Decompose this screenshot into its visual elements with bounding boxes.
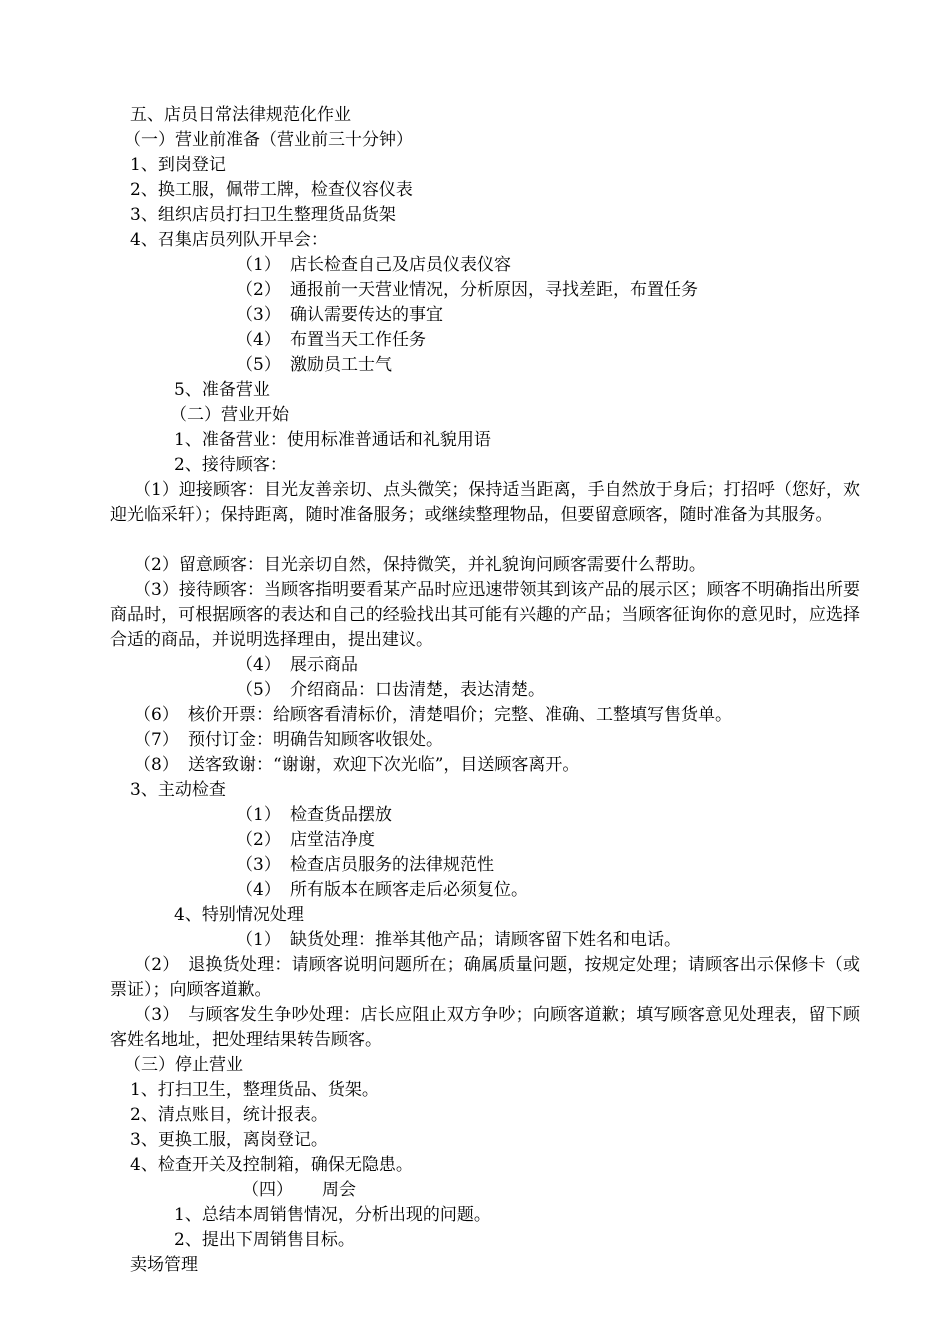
item-text: 确认需要传达的事宜 [290, 305, 443, 325]
paragraph: （1）迎接顾客：目光友善亲切、点头微笑；保持适当距离，手自然放于身后；打招呼（您好，欢迎光临采轩）；保持距离，随时准备服务；或继续整理物品，但要留意顾客，随时准备为其服务。 [110, 480, 860, 525]
list-item: 5、准备营业 [174, 380, 270, 400]
item-number: （6） [134, 705, 179, 725]
item-text: 检查店员服务的法律规范性 [290, 855, 494, 875]
list-item [236, 303, 443, 328]
item-number: （5） [236, 680, 281, 700]
item-text: 所有版本在顾客走后必须复位。 [290, 880, 528, 900]
list-item [134, 728, 443, 753]
section-heading: 五、店员日常法律规范化作业 [130, 105, 351, 125]
item-text: 布置当天工作任务 [290, 330, 426, 350]
item-text: 店堂洁净度 [290, 830, 375, 850]
list-item [236, 928, 681, 953]
list-item: 4、召集店员列队开早会： [130, 230, 328, 250]
subsection-heading: （三）停止营业 [124, 1055, 243, 1075]
list-item [236, 878, 528, 903]
item-text: 送客致谢：“谢谢，欢迎下次光临”，目送顾客离开。 [188, 755, 580, 775]
list-item: 1、打扫卫生，整理货品、货架。 [130, 1080, 379, 1100]
list-item: 2、换工服，佩带工牌，检查仪容仪表 [130, 180, 413, 200]
item-number: （5） [236, 355, 281, 375]
list-item [236, 653, 358, 678]
item-number: （3） [236, 305, 281, 325]
item-number: （四） [242, 1180, 293, 1200]
list-item [134, 753, 579, 778]
paragraph: （3） 与顾客发生争吵处理：店长应阻止双方争吵；向顾客道歉；填写顾客意见处理表，留下顾客姓名地址，把处理结果转告顾客。 [110, 1005, 860, 1050]
list-item: 3、主动检查 [130, 780, 226, 800]
paragraph: （2）留意顾客：目光亲切自然，保持微笑，并礼貌询问顾客需要什么帮助。 [134, 555, 706, 575]
list-item [134, 703, 732, 728]
item-number: （8） [134, 755, 179, 775]
list-item: 4、检查开关及控制箱，确保无隐患。 [130, 1155, 413, 1175]
subsection-heading [242, 1178, 356, 1203]
item-number: （3） [236, 855, 281, 875]
item-text: 介绍商品：口齿清楚，表达清楚。 [290, 680, 545, 700]
list-item: 3、组织店员打扫卫生整理货品货架 [130, 205, 396, 225]
list-item [236, 253, 511, 278]
list-item: 3、更换工服，离岗登记。 [130, 1130, 328, 1150]
item-text: 通报前一天营业情况，分析原因，寻找差距，布置任务 [290, 280, 698, 300]
item-text: 激励员工士气 [290, 355, 392, 375]
subsection-heading: （二）营业开始 [170, 405, 289, 425]
list-item [236, 328, 426, 353]
item-text: 店长检查自己及店员仪表仪容 [290, 255, 511, 275]
paragraph: （2） 退换货处理：请顾客说明问题所在；确属质量问题，按规定处理；请顾客出示保修卡（或票证）；向顾客道歉。 [110, 955, 860, 1000]
list-item [236, 353, 392, 378]
section-heading: 卖场管理 [130, 1255, 198, 1275]
item-text: 检查货品摆放 [290, 805, 392, 825]
list-item: 1、总结本周销售情况，分析出现的问题。 [174, 1205, 491, 1225]
item-number: （4） [236, 655, 281, 675]
item-number: （2） [236, 280, 281, 300]
subsection-heading: （一）营业前准备（营业前三十分钟） [124, 130, 413, 150]
list-item [236, 828, 375, 853]
item-number: （1） [236, 930, 281, 950]
list-item: 4、特别情况处理 [174, 905, 304, 925]
item-text: 周会 [322, 1180, 356, 1200]
list-item: 1、准备营业：使用标准普通话和礼貌用语 [174, 430, 491, 450]
item-text: 预付订金：明确告知顾客收银处。 [188, 730, 443, 750]
item-text: 展示商品 [290, 655, 358, 675]
item-number: （2） [236, 830, 281, 850]
list-item: 2、提出下周销售目标。 [174, 1230, 355, 1250]
item-number: （7） [134, 730, 179, 750]
list-item [236, 803, 392, 828]
item-text: 核价开票：给顾客看清标价，清楚唱价；完整、准确、工整填写售货单。 [188, 705, 732, 725]
item-number: （1） [236, 805, 281, 825]
list-item: 2、清点账目，统计报表。 [130, 1105, 328, 1125]
paragraph: （3）接待顾客：当顾客指明要看某产品时应迅速带领其到该产品的展示区；顾客不明确指出所要商品时，可根据顾客的表达和自己的经验找出其可能有兴趣的产品；当顾客征询你的意见时，应选择合适的商品，并说明选择理由，提出建议。 [110, 580, 860, 650]
list-item [236, 278, 698, 303]
list-item: 1、到岗登记 [130, 155, 226, 175]
item-number: （4） [236, 880, 281, 900]
item-number: （1） [236, 255, 281, 275]
list-item [236, 678, 545, 703]
list-item: 2、接待顾客： [174, 455, 287, 475]
item-number: （4） [236, 330, 281, 350]
item-text: 缺货处理：推举其他产品；请顾客留下姓名和电话。 [290, 930, 681, 950]
list-item [236, 853, 494, 878]
